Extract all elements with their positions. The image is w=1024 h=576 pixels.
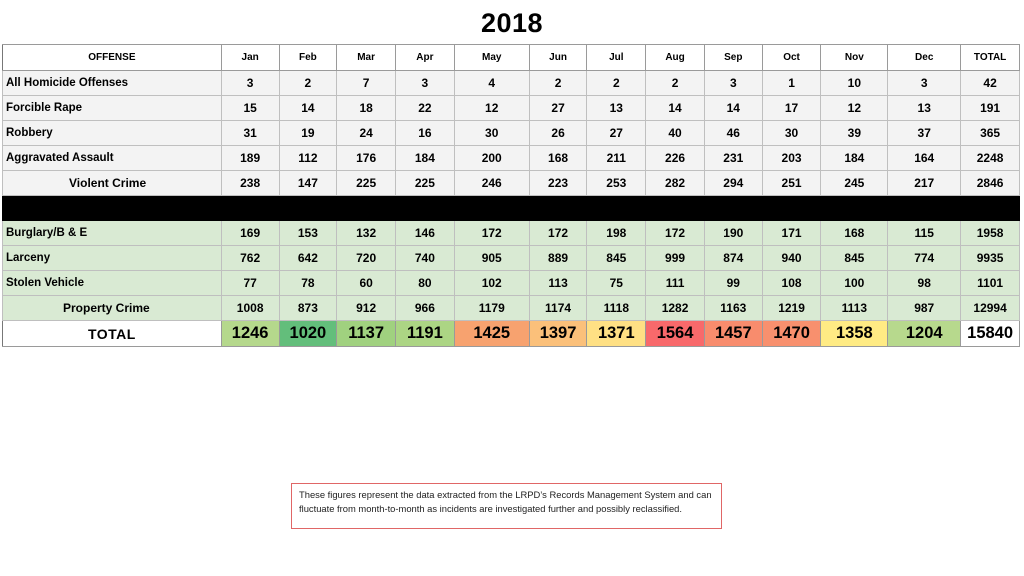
table-row bbox=[3, 71, 1020, 96]
month-header: TOTAL bbox=[961, 45, 1020, 71]
table-cell: 282 bbox=[646, 171, 705, 196]
table-cell: 1179 bbox=[454, 296, 529, 321]
table-cell: 172 bbox=[646, 221, 705, 246]
separator-row bbox=[3, 196, 1020, 221]
table-cell: 27 bbox=[529, 96, 587, 121]
monthly-total-cell: 1564 bbox=[646, 321, 705, 347]
table-cell: 1118 bbox=[587, 296, 646, 321]
table-cell: 987 bbox=[888, 296, 961, 321]
table-cell: 16 bbox=[396, 121, 455, 146]
table-cell: 22 bbox=[396, 96, 455, 121]
table-cell: 13 bbox=[587, 96, 646, 121]
table-cell: 12 bbox=[454, 96, 529, 121]
table-cell: 2 bbox=[279, 71, 337, 96]
table-cell: 198 bbox=[587, 221, 646, 246]
crime-table bbox=[2, 44, 1020, 347]
table-cell: 642 bbox=[279, 246, 337, 271]
table-cell: 14 bbox=[279, 96, 337, 121]
table-cell: 77 bbox=[221, 271, 279, 296]
table-cell: 720 bbox=[337, 246, 396, 271]
offense-label: Aggravated Assault bbox=[3, 146, 222, 171]
offense-label: Forcible Rape bbox=[3, 96, 222, 121]
table-cell: 46 bbox=[704, 121, 762, 146]
month-header: Sep bbox=[704, 45, 762, 71]
table-cell: 217 bbox=[888, 171, 961, 196]
table-cell: 10 bbox=[821, 71, 888, 96]
table-cell: 108 bbox=[762, 271, 821, 296]
table-cell: 845 bbox=[821, 246, 888, 271]
offense-label: Burglary/B & E bbox=[3, 221, 222, 246]
month-header: Dec bbox=[888, 45, 961, 71]
table-cell: 4 bbox=[454, 71, 529, 96]
offense-header: OFFENSE bbox=[3, 45, 222, 71]
grand-total-row bbox=[3, 321, 1020, 347]
table-cell: 740 bbox=[396, 246, 455, 271]
table-cell: 999 bbox=[646, 246, 705, 271]
table-cell: 24 bbox=[337, 121, 396, 146]
table-cell: 774 bbox=[888, 246, 961, 271]
table-cell: 132 bbox=[337, 221, 396, 246]
monthly-total-cell: 1020 bbox=[279, 321, 337, 347]
table-cell: 14 bbox=[704, 96, 762, 121]
table-cell: 1008 bbox=[221, 296, 279, 321]
property-crime-total-row bbox=[3, 296, 1020, 321]
table-cell: 169 bbox=[221, 221, 279, 246]
table-cell: 940 bbox=[762, 246, 821, 271]
offense-label: Stolen Vehicle bbox=[3, 271, 222, 296]
table-cell: 7 bbox=[337, 71, 396, 96]
table-row bbox=[3, 221, 1020, 246]
table-cell: 17 bbox=[762, 96, 821, 121]
page-title: 2018 bbox=[480, 8, 544, 38]
table-cell: 203 bbox=[762, 146, 821, 171]
table-row bbox=[3, 146, 1020, 171]
month-header: May bbox=[454, 45, 529, 71]
month-header: Nov bbox=[821, 45, 888, 71]
table-cell: 27 bbox=[587, 121, 646, 146]
grand-total-label: TOTAL bbox=[3, 321, 222, 347]
table-cell: 98 bbox=[888, 271, 961, 296]
table-cell: 115 bbox=[888, 221, 961, 246]
month-header: Aug bbox=[646, 45, 705, 71]
table-cell: 189 bbox=[221, 146, 279, 171]
table-cell: 1958 bbox=[961, 221, 1020, 246]
table-cell: 251 bbox=[762, 171, 821, 196]
table-cell: 365 bbox=[961, 121, 1020, 146]
table-cell: 845 bbox=[587, 246, 646, 271]
table-cell: 60 bbox=[337, 271, 396, 296]
table-cell: 146 bbox=[396, 221, 455, 246]
monthly-total-cell: 1358 bbox=[821, 321, 888, 347]
table-cell: 294 bbox=[704, 171, 762, 196]
table-cell: 1282 bbox=[646, 296, 705, 321]
monthly-total-cell: 1204 bbox=[888, 321, 961, 347]
table-cell: 3 bbox=[221, 71, 279, 96]
table-cell: 171 bbox=[762, 221, 821, 246]
month-header: Jun bbox=[529, 45, 587, 71]
table-cell: 14 bbox=[646, 96, 705, 121]
monthly-total-cell: 1246 bbox=[221, 321, 279, 347]
table-cell: 100 bbox=[821, 271, 888, 296]
table-cell: 1219 bbox=[762, 296, 821, 321]
monthly-total-cell: 1397 bbox=[529, 321, 587, 347]
table-cell: 31 bbox=[221, 121, 279, 146]
table-cell: 168 bbox=[821, 221, 888, 246]
table-cell: 3 bbox=[888, 71, 961, 96]
table-cell: 223 bbox=[529, 171, 587, 196]
grand-total-cell: 15840 bbox=[961, 321, 1020, 347]
table-cell: 191 bbox=[961, 96, 1020, 121]
table-cell: 112 bbox=[279, 146, 337, 171]
offense-label: Larceny bbox=[3, 246, 222, 271]
table-cell: 153 bbox=[279, 221, 337, 246]
table-cell: 176 bbox=[337, 146, 396, 171]
table-cell: 102 bbox=[454, 271, 529, 296]
month-header: Jan bbox=[221, 45, 279, 71]
table-cell: 26 bbox=[529, 121, 587, 146]
table-cell: 245 bbox=[821, 171, 888, 196]
table-cell: 99 bbox=[704, 271, 762, 296]
table-cell: 253 bbox=[587, 171, 646, 196]
table-cell: 1 bbox=[762, 71, 821, 96]
table-cell: 39 bbox=[821, 121, 888, 146]
table-cell: 2 bbox=[646, 71, 705, 96]
table-cell: 889 bbox=[529, 246, 587, 271]
offense-label: Robbery bbox=[3, 121, 222, 146]
table-cell: 1163 bbox=[704, 296, 762, 321]
table-cell: 873 bbox=[279, 296, 337, 321]
month-header: Oct bbox=[762, 45, 821, 71]
table-cell: 2 bbox=[587, 71, 646, 96]
black-divider bbox=[3, 196, 1020, 221]
disclaimer-note: These figures represent the data extracted from the LRPD’s Records Management System and can fluctuate from month-to-month as incidents are investigated further and possibly reclassified. bbox=[291, 483, 722, 529]
table-cell: 246 bbox=[454, 171, 529, 196]
table-cell: 15 bbox=[221, 96, 279, 121]
table-cell: 238 bbox=[221, 171, 279, 196]
table-cell: 1113 bbox=[821, 296, 888, 321]
table-cell: 905 bbox=[454, 246, 529, 271]
table-cell: 2248 bbox=[961, 146, 1020, 171]
table-cell: 226 bbox=[646, 146, 705, 171]
table-cell: 231 bbox=[704, 146, 762, 171]
table-cell: 3 bbox=[704, 71, 762, 96]
table-row bbox=[3, 96, 1020, 121]
violent-crime-label: Violent Crime bbox=[3, 171, 222, 196]
table-cell: 172 bbox=[454, 221, 529, 246]
table-cell: 12994 bbox=[961, 296, 1020, 321]
table-cell: 168 bbox=[529, 146, 587, 171]
table-cell: 184 bbox=[821, 146, 888, 171]
table-cell: 147 bbox=[279, 171, 337, 196]
table-cell: 966 bbox=[396, 296, 455, 321]
table-cell: 211 bbox=[587, 146, 646, 171]
table-cell: 75 bbox=[587, 271, 646, 296]
offense-label: All Homicide Offenses bbox=[3, 71, 222, 96]
table-cell: 1174 bbox=[529, 296, 587, 321]
table-cell: 111 bbox=[646, 271, 705, 296]
monthly-total-cell: 1191 bbox=[396, 321, 455, 347]
table-cell: 13 bbox=[888, 96, 961, 121]
table-cell: 762 bbox=[221, 246, 279, 271]
table-cell: 80 bbox=[396, 271, 455, 296]
table-row bbox=[3, 246, 1020, 271]
violent-crime-total-row bbox=[3, 171, 1020, 196]
monthly-total-cell: 1371 bbox=[587, 321, 646, 347]
table-cell: 1101 bbox=[961, 271, 1020, 296]
table-cell: 40 bbox=[646, 121, 705, 146]
table-cell: 18 bbox=[337, 96, 396, 121]
table-cell: 225 bbox=[396, 171, 455, 196]
table-cell: 3 bbox=[396, 71, 455, 96]
table-cell: 78 bbox=[279, 271, 337, 296]
month-header: Jul bbox=[587, 45, 646, 71]
table-cell: 9935 bbox=[961, 246, 1020, 271]
table-cell: 912 bbox=[337, 296, 396, 321]
table-cell: 190 bbox=[704, 221, 762, 246]
table-cell: 164 bbox=[888, 146, 961, 171]
table-cell: 37 bbox=[888, 121, 961, 146]
month-header: Feb bbox=[279, 45, 337, 71]
property-crime-label: Property Crime bbox=[3, 296, 222, 321]
table-cell: 19 bbox=[279, 121, 337, 146]
monthly-total-cell: 1425 bbox=[454, 321, 529, 347]
table-cell: 30 bbox=[762, 121, 821, 146]
table-cell: 184 bbox=[396, 146, 455, 171]
table-cell: 42 bbox=[961, 71, 1020, 96]
month-header: Mar bbox=[337, 45, 396, 71]
table-cell: 113 bbox=[529, 271, 587, 296]
header-row bbox=[3, 45, 1020, 71]
table-cell: 30 bbox=[454, 121, 529, 146]
monthly-total-cell: 1457 bbox=[704, 321, 762, 347]
monthly-total-cell: 1137 bbox=[337, 321, 396, 347]
month-header: Apr bbox=[396, 45, 455, 71]
table-cell: 172 bbox=[529, 221, 587, 246]
table-cell: 200 bbox=[454, 146, 529, 171]
table-cell: 12 bbox=[821, 96, 888, 121]
table-cell: 225 bbox=[337, 171, 396, 196]
table-row bbox=[3, 271, 1020, 296]
table-cell: 2 bbox=[529, 71, 587, 96]
table-row bbox=[3, 121, 1020, 146]
table-cell: 874 bbox=[704, 246, 762, 271]
table-cell: 2846 bbox=[961, 171, 1020, 196]
monthly-total-cell: 1470 bbox=[762, 321, 821, 347]
